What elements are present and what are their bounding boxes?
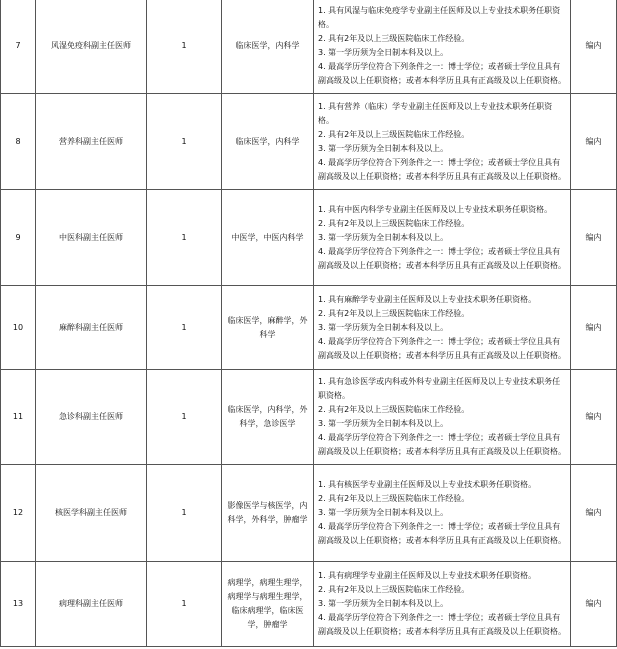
table-row <box>1 562 617 647</box>
requirement-item: 1. 具有风湿与临床免疫学专业副主任医师及以上专业技术职务任职资格。 <box>318 6 561 29</box>
requirement-item: 4. 最高学历学位符合下列条件之一：博士学位；或者硕士学位且具有副高级及以上任职资格；或者本科学历且具有正高级及以上任职资格。 <box>318 246 566 270</box>
qualification-requirements <box>314 286 571 370</box>
headcount: 1 <box>147 94 222 190</box>
row-number: 8 <box>1 94 36 190</box>
major-requirement: 临床医学，内科学 <box>222 0 314 94</box>
major-requirement: 病理学，病理生理学，病理学与病理生理学，临床病理学，临床医学，肿瘤学 <box>222 562 314 647</box>
position-name: 急诊科副主任医师 <box>36 370 147 465</box>
row-number: 7 <box>1 0 36 94</box>
requirement-item: 3. 第一学历须为全日制本科及以上。 <box>318 48 449 57</box>
headcount: 1 <box>147 190 222 286</box>
requirement-item: 2. 具有2年及以上三级医院临床工作经验。 <box>318 585 470 594</box>
row-number: 12 <box>1 465 36 562</box>
major-requirement: 影像医学与核医学，内科学，外科学，肿瘤学 <box>222 465 314 562</box>
establishment-type: 编内 <box>571 0 617 94</box>
requirement-item: 4. 最高学历学位符合下列条件之一：博士学位；或者硕士学位且具有副高级及以上任职资格；或者本科学历且具有正高级及以上任职资格。 <box>318 62 566 85</box>
requirement-item: 1. 具有核医学专业副主任医师及以上专业技术职务任职资格。 <box>318 480 537 489</box>
qualification-requirements <box>314 0 571 94</box>
requirement-item: 2. 具有2年及以上三级医院临床工作经验。 <box>318 129 470 139</box>
establishment-type: 编内 <box>571 465 617 562</box>
position-name: 营养科副主任医师 <box>36 94 147 190</box>
table-row <box>1 465 617 562</box>
table-row <box>1 370 617 465</box>
requirement-item: 2. 具有2年及以上三级医院临床工作经验。 <box>318 34 470 43</box>
position-name: 核医学科副主任医师 <box>36 465 147 562</box>
position-name: 麻醉科副主任医师 <box>36 286 147 370</box>
establishment-type: 编内 <box>571 94 617 190</box>
establishment-type: 编内 <box>571 370 617 465</box>
requirement-item: 4. 最高学历学位符合下列条件之一：博士学位；或者硕士学位且具有副高级及以上任职资格；或者本科学历且具有正高级及以上任职资格。 <box>318 613 566 636</box>
table-row <box>1 94 617 190</box>
position-name: 病理科副主任医师 <box>36 562 147 647</box>
table-row <box>1 190 617 286</box>
requirement-item: 3. 第一学历须为全日制本科及以上。 <box>318 419 449 428</box>
headcount: 1 <box>147 370 222 465</box>
major-requirement: 临床医学，内科学，外科学，急诊医学 <box>222 370 314 465</box>
row-number: 11 <box>1 370 36 465</box>
row-number: 13 <box>1 562 36 647</box>
requirement-item: 3. 第一学历须为全日制本科及以上。 <box>318 232 449 242</box>
requirement-item: 4. 最高学历学位符合下列条件之一：博士学位；或者硕士学位且具有副高级及以上任职资格；或者本科学历且具有正高级及以上任职资格。 <box>318 433 566 456</box>
position-name: 中医科副主任医师 <box>36 190 147 286</box>
requirement-item: 1. 具有中医内科学专业副主任医师及以上专业技术职务任职资格。 <box>318 204 553 214</box>
row-number: 10 <box>1 286 36 370</box>
requirement-item: 2. 具有2年及以上三级医院临床工作经验。 <box>318 218 470 228</box>
requirement-item: 2. 具有2年及以上三级医院临床工作经验。 <box>318 405 470 414</box>
table-row <box>1 286 617 370</box>
requirement-item: 4. 最高学历学位符合下列条件之一：博士学位；或者硕士学位且具有副高级及以上任职资格；或者本科学历且具有正高级及以上任职资格。 <box>318 157 566 181</box>
requirement-item: 1. 具有病理学专业副主任医师及以上专业技术职务任职资格。 <box>318 571 537 580</box>
requirement-item: 4. 最高学历学位符合下列条件之一：博士学位；或者硕士学位且具有副高级及以上任职资格；或者本科学历且具有正高级及以上任职资格。 <box>318 336 566 360</box>
requirement-item: 3. 第一学历须为全日制本科及以上。 <box>318 599 449 608</box>
major-requirement: 中医学，中医内科学 <box>222 190 314 286</box>
qualification-requirements <box>314 562 571 647</box>
requirement-item: 3. 第一学历须为全日制本科及以上。 <box>318 143 449 153</box>
headcount: 1 <box>147 0 222 94</box>
establishment-type: 编内 <box>571 562 617 647</box>
table-row <box>1 0 617 94</box>
row-number: 9 <box>1 190 36 286</box>
headcount: 1 <box>147 562 222 647</box>
qualification-requirements <box>314 94 571 190</box>
headcount: 1 <box>147 465 222 562</box>
requirement-item: 2. 具有2年及以上三级医院临床工作经验。 <box>318 494 470 503</box>
requirement-item: 4. 最高学历学位符合下列条件之一：博士学位；或者硕士学位且具有副高级及以上任职资格；或者本科学历且具有正高级及以上任职资格。 <box>318 522 566 545</box>
establishment-type: 编内 <box>571 190 617 286</box>
qualification-requirements <box>314 465 571 562</box>
position-name: 风湿免疫科副主任医师 <box>36 0 147 94</box>
requirement-item: 3. 第一学历须为全日制本科及以上。 <box>318 508 449 517</box>
establishment-type: 编内 <box>571 286 617 370</box>
headcount: 1 <box>147 286 222 370</box>
table-body <box>1 0 617 647</box>
requirement-item: 3. 第一学历须为全日制本科及以上。 <box>318 322 449 332</box>
major-requirement: 临床医学，内科学 <box>222 94 314 190</box>
major-requirement: 临床医学，麻醉学，外科学 <box>222 286 314 370</box>
requirement-item: 1. 具有麻醉学专业副主任医师及以上专业技术职务任职资格。 <box>318 294 537 304</box>
requirement-item: 2. 具有2年及以上三级医院临床工作经验。 <box>318 308 470 318</box>
requirement-item: 1. 具有营养（临床）学专业副主任医师及以上专业技术职务任职资格。 <box>318 101 553 125</box>
qualification-requirements <box>314 190 571 286</box>
requirement-item: 1. 具有急诊医学或内科或外科专业副主任医师及以上专业技术职务任职资格。 <box>318 377 561 400</box>
qualification-requirements <box>314 370 571 465</box>
